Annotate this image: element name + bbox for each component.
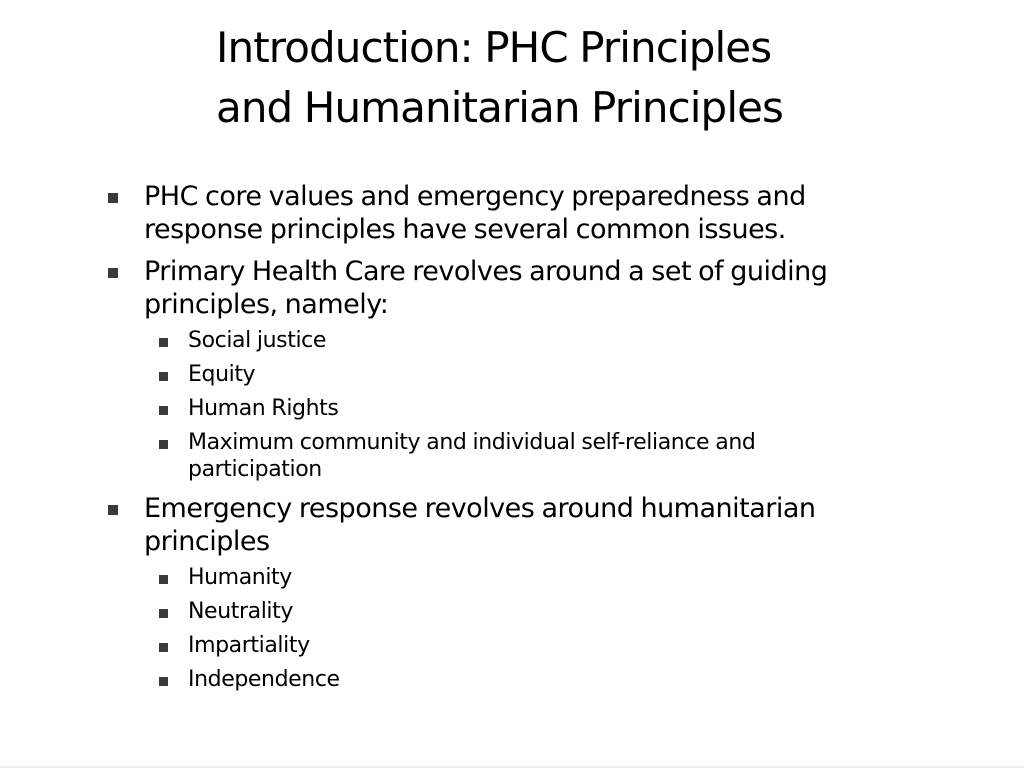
- square-bullet-icon: [159, 609, 168, 618]
- bullet-text-line-2: principles: [144, 526, 270, 557]
- bullet-item-common-issues: [104, 180, 1004, 246]
- slide-title: [216, 18, 1006, 138]
- bullet-item-phc-principles: [104, 255, 1004, 483]
- sub-bullet-item: [144, 564, 1004, 592]
- square-bullet-icon: [159, 643, 168, 652]
- square-bullet-icon: [159, 440, 168, 449]
- sub-bullet-text: Human Rights: [188, 396, 339, 421]
- square-bullet-icon: [159, 677, 168, 686]
- sub-bullet-text: Impartiality: [188, 633, 310, 658]
- square-bullet-icon: [159, 575, 168, 584]
- sub-bullet-item: [144, 666, 1004, 694]
- square-bullet-icon: [108, 268, 118, 278]
- sub-bullet-item: [144, 361, 1004, 389]
- sub-bullet-text: Neutrality: [188, 599, 293, 624]
- slide-title-line-1: Introduction: PHC Principles: [216, 23, 772, 72]
- bullet-text-line-1: Primary Health Care revolves around a set of guiding: [144, 256, 828, 287]
- bullet-item-humanitarian-principles: [104, 492, 1004, 694]
- square-bullet-icon: [108, 193, 118, 203]
- sub-bullet-item: [144, 632, 1004, 660]
- bullet-list: [104, 180, 1004, 694]
- bullet-text-line-2: principles, namely:: [144, 289, 389, 320]
- bullet-text-line-1: Emergency response revolves around humanitarian: [144, 493, 816, 524]
- square-bullet-icon: [108, 505, 118, 515]
- sub-bullet-list-humanitarian: [144, 564, 1004, 694]
- sub-bullet-text: Independence: [188, 667, 340, 692]
- slide-title-line-2: and Humanitarian Principles: [216, 83, 784, 132]
- sub-bullet-list-phc: [144, 327, 1004, 483]
- sub-bullet-text: Humanity: [188, 565, 292, 590]
- sub-bullet-text-line-1: Maximum community and individual self-reliance and: [188, 430, 756, 455]
- square-bullet-icon: [159, 338, 168, 347]
- sub-bullet-text-line-2: participation: [188, 457, 322, 482]
- sub-bullet-item: [144, 395, 1004, 423]
- square-bullet-icon: [159, 406, 168, 415]
- sub-bullet-item: [144, 598, 1004, 626]
- sub-bullet-item: [144, 429, 1004, 483]
- square-bullet-icon: [159, 372, 168, 381]
- sub-bullet-text: Social justice: [188, 328, 327, 353]
- bullet-text-line-1: PHC core values and emergency preparedness and: [144, 181, 806, 212]
- bullet-text-line-2: response principles have several common issues.: [144, 214, 786, 245]
- sub-bullet-text: Equity: [188, 362, 256, 387]
- sub-bullet-item: [144, 327, 1004, 355]
